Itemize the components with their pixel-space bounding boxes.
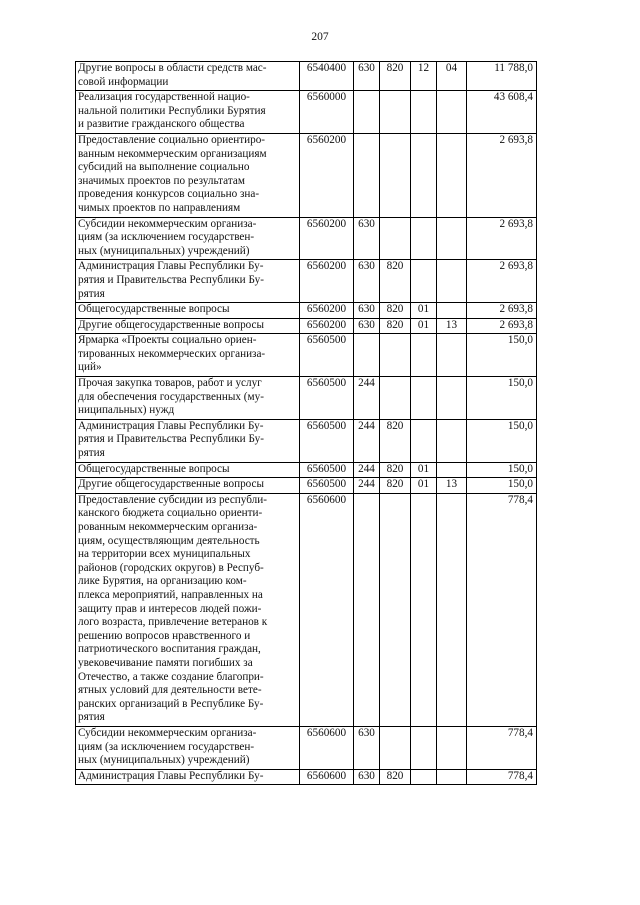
subsection-code	[437, 377, 467, 420]
row-name: Администрация Главы Республики Бу- рятия и Правительства Республики Бу- рятия	[76, 419, 300, 462]
table-row	[76, 419, 537, 462]
subsection-code	[437, 334, 467, 377]
section-code	[411, 260, 437, 303]
row-name: Администрация Главы Республики Бу-	[76, 769, 300, 785]
target-article-code: 6540400	[300, 62, 354, 91]
subsection-code	[437, 493, 467, 726]
subsection-code	[437, 462, 467, 478]
amount: 778,4	[467, 726, 537, 769]
amount: 11 788,0	[467, 62, 537, 91]
subsection-code: 13	[437, 478, 467, 494]
target-article-code: 6560200	[300, 260, 354, 303]
subsection-code	[437, 91, 467, 134]
section-code	[411, 217, 437, 260]
section-code	[411, 726, 437, 769]
administrator-code	[380, 133, 411, 217]
row-name: Другие общегосударственные вопросы	[76, 478, 300, 494]
target-article-code: 6560500	[300, 462, 354, 478]
amount: 778,4	[467, 493, 537, 726]
expense-type-code: 244	[354, 462, 380, 478]
administrator-code: 820	[380, 62, 411, 91]
amount: 778,4	[467, 769, 537, 785]
table-row	[76, 478, 537, 494]
expense-type-code: 630	[354, 769, 380, 785]
section-code: 01	[411, 318, 437, 334]
row-name: Предоставление социально ориентиро- ванным некоммерческим организациям субсидий на выполнение социально значимых проектов по результатам проведения конкурсов социально зна- чимых проектов по направлениям	[76, 133, 300, 217]
table-row	[76, 462, 537, 478]
subsection-code	[437, 133, 467, 217]
target-article-code: 6560200	[300, 303, 354, 319]
row-name: Общегосударственные вопросы	[76, 303, 300, 319]
table-row	[76, 726, 537, 769]
subsection-code	[437, 303, 467, 319]
section-code	[411, 769, 437, 785]
table-row	[76, 91, 537, 134]
administrator-code: 820	[380, 318, 411, 334]
section-code: 01	[411, 478, 437, 494]
expense-type-code	[354, 493, 380, 726]
administrator-code	[380, 726, 411, 769]
subsection-code	[437, 726, 467, 769]
section-code: 12	[411, 62, 437, 91]
amount: 2 693,8	[467, 217, 537, 260]
row-name: Общегосударственные вопросы	[76, 462, 300, 478]
administrator-code	[380, 377, 411, 420]
expense-type-code	[354, 334, 380, 377]
row-name: Прочая закупка товаров, работ и услуг для обеспечения государственных (му- ниципальных) нужд	[76, 377, 300, 420]
administrator-code	[380, 91, 411, 134]
target-article-code: 6560600	[300, 493, 354, 726]
table-row	[76, 334, 537, 377]
table-row	[76, 493, 537, 726]
subsection-code: 04	[437, 62, 467, 91]
administrator-code	[380, 493, 411, 726]
expense-type-code	[354, 133, 380, 217]
row-name: Реализация государственной нацио- нальной политики Республики Бурятия и развитие гражданского общества	[76, 91, 300, 134]
section-code	[411, 419, 437, 462]
target-article-code: 6560600	[300, 769, 354, 785]
section-code	[411, 334, 437, 377]
target-article-code: 6560600	[300, 726, 354, 769]
expense-type-code	[354, 91, 380, 134]
table-row	[76, 377, 537, 420]
expense-type-code: 244	[354, 478, 380, 494]
table-row	[76, 62, 537, 91]
target-article-code: 6560200	[300, 133, 354, 217]
expense-type-code: 244	[354, 419, 380, 462]
table-row	[76, 260, 537, 303]
amount: 2 693,8	[467, 318, 537, 334]
row-name: Администрация Главы Республики Бу- рятия и Правительства Республики Бу- рятия	[76, 260, 300, 303]
target-article-code: 6560500	[300, 478, 354, 494]
administrator-code: 820	[380, 260, 411, 303]
budget-table	[75, 61, 537, 785]
table-row	[76, 303, 537, 319]
expense-type-code: 630	[354, 260, 380, 303]
amount: 43 608,4	[467, 91, 537, 134]
target-article-code: 6560200	[300, 318, 354, 334]
amount: 150,0	[467, 462, 537, 478]
administrator-code: 820	[380, 462, 411, 478]
amount: 150,0	[467, 377, 537, 420]
section-code: 01	[411, 303, 437, 319]
amount: 2 693,8	[467, 260, 537, 303]
target-article-code: 6560000	[300, 91, 354, 134]
row-name: Субсидии некоммерческим организа- циям (за исключением государствен- ных (муниципальных) учреждений)	[76, 217, 300, 260]
amount: 2 693,8	[467, 133, 537, 217]
expense-type-code: 630	[354, 303, 380, 319]
subsection-code	[437, 217, 467, 260]
section-code	[411, 377, 437, 420]
administrator-code: 820	[380, 769, 411, 785]
amount: 150,0	[467, 478, 537, 494]
amount: 150,0	[467, 334, 537, 377]
table-row	[76, 217, 537, 260]
expense-type-code: 630	[354, 318, 380, 334]
table-row	[76, 318, 537, 334]
table-row	[76, 769, 537, 785]
administrator-code	[380, 217, 411, 260]
expense-type-code: 630	[354, 726, 380, 769]
expense-type-code: 244	[354, 377, 380, 420]
administrator-code	[380, 334, 411, 377]
subsection-code	[437, 260, 467, 303]
target-article-code: 6560500	[300, 334, 354, 377]
section-code	[411, 493, 437, 726]
row-name: Субсидии некоммерческим организа- циям (за исключением государствен- ных (муниципальных) учреждений)	[76, 726, 300, 769]
administrator-code: 820	[380, 303, 411, 319]
target-article-code: 6560500	[300, 419, 354, 462]
administrator-code: 820	[380, 478, 411, 494]
subsection-code: 13	[437, 318, 467, 334]
expense-type-code: 630	[354, 62, 380, 91]
amount: 150,0	[467, 419, 537, 462]
amount: 2 693,8	[467, 303, 537, 319]
row-name: Предоставление субсидии из республи- канского бюджета социально ориенти- рованным некоммерческим организа- циям, осуществляющим деятельность на территории всех муниципальных районов (городских округов) в Респуб- лике Бурятия, на организацию ком- плекса мероприятий, направленных на защиту прав и интересов людей пожи- лого возраста, привлечение ветеранов к решению вопросов нравственного и патриотического воспитания граждан, увековечивание памяти погибших за Отечество, а также создание благопри- ятных условий для деятельности вете- ранских организаций в Республике Бу- рятия	[76, 493, 300, 726]
section-code: 01	[411, 462, 437, 478]
row-name: Другие вопросы в области средств мас- совой информации	[76, 62, 300, 91]
page-number: 207	[311, 31, 329, 43]
subsection-code	[437, 419, 467, 462]
section-code	[411, 91, 437, 134]
table-body	[76, 62, 537, 785]
target-article-code: 6560500	[300, 377, 354, 420]
expense-type-code: 630	[354, 217, 380, 260]
target-article-code: 6560200	[300, 217, 354, 260]
subsection-code	[437, 769, 467, 785]
section-code	[411, 133, 437, 217]
row-name: Другие общегосударственные вопросы	[76, 318, 300, 334]
administrator-code: 820	[380, 419, 411, 462]
row-name: Ярмарка «Проекты социально ориен- тированных некоммерческих организа- ций»	[76, 334, 300, 377]
table-row	[76, 133, 537, 217]
